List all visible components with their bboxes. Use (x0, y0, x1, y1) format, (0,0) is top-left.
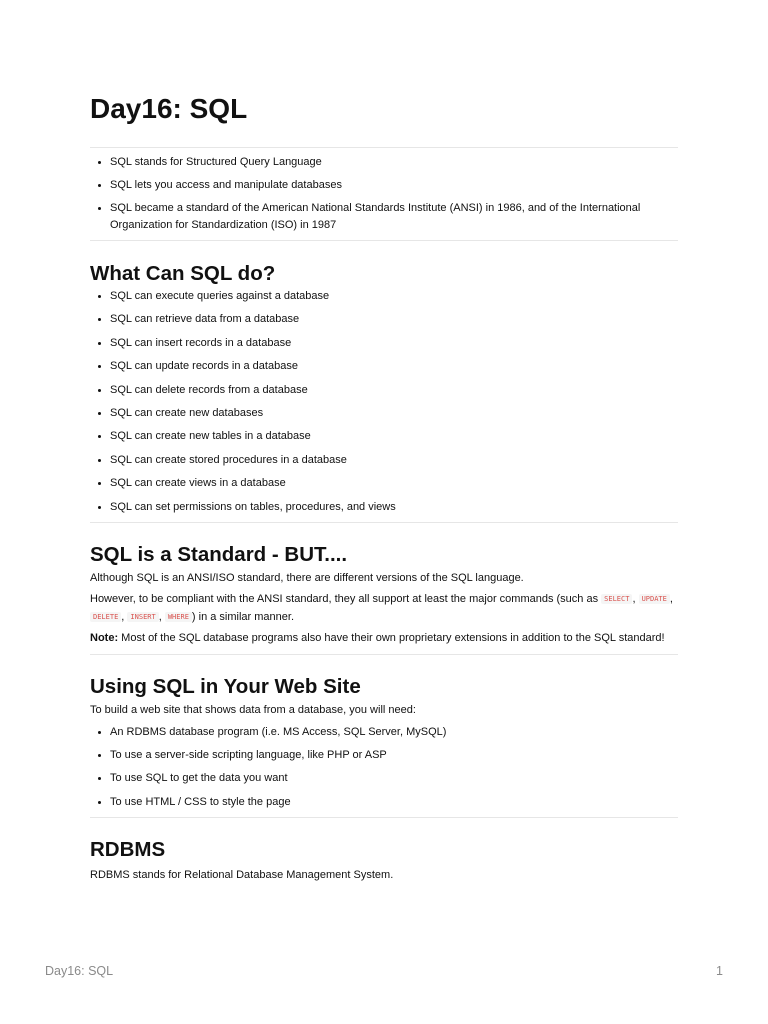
website-section (90, 655, 678, 818)
rdbms-section (90, 818, 678, 884)
list-item: • SQL can set permissions on tables, procedures, and views (110, 499, 678, 516)
note-paragraph (90, 629, 678, 647)
page-title: Day16: SQL (90, 92, 678, 148)
list-item: • SQL can create new databases (110, 405, 678, 422)
list-item: • SQL stands for Structured Query Language (110, 154, 678, 171)
list-item: • SQL can create views in a database (110, 475, 678, 492)
list-item: • An RDBMS database program (i.e. MS Access, SQL Server, MySQL) (110, 724, 678, 741)
list-item: • SQL can execute queries against a database (110, 288, 678, 305)
website-list (90, 724, 678, 811)
document-body (90, 92, 678, 884)
list-item: • To use SQL to get the data you want (110, 770, 678, 787)
section-heading: Using SQL in Your Web Site (90, 674, 361, 698)
note-label: Note: (90, 631, 119, 644)
code-where: WHERE (165, 612, 192, 622)
footer-title: Day16: SQL (45, 964, 114, 978)
standard-section (90, 523, 678, 655)
separator: , (669, 592, 673, 605)
paragraph-text: However, to be compliant with the ANSI standard, they all support at least the major commands (such as (90, 592, 599, 605)
page-number: 1 (716, 964, 723, 978)
code-update: UPDATE (639, 594, 670, 604)
code-select: SELECT (601, 594, 632, 604)
paragraph: To build a web site that shows data from a database, you will need: (90, 703, 416, 716)
list-item: • To use a server-side scripting language, like PHP or ASP (110, 747, 678, 764)
separator: , (158, 610, 162, 623)
section-heading: SQL is a Standard - BUT.... (90, 542, 348, 566)
separator: , (632, 592, 636, 605)
list-item: • SQL can retrieve data from a database (110, 311, 678, 328)
code-insert: INSERT (127, 612, 158, 622)
can-do-list (90, 288, 678, 516)
list-item: • SQL can create stored procedures in a database (110, 452, 678, 469)
paragraph: RDBMS stands for Relational Database Management System. (90, 868, 394, 881)
note-text: Most of the SQL database programs also have their own proprietary extensions in addition to the SQL standard! (121, 631, 665, 644)
paragraph: Although SQL is an ANSI/ISO standard, there are different versions of the SQL language. (90, 571, 524, 584)
intro-list (90, 154, 678, 234)
list-item: • To use HTML / CSS to style the page (110, 794, 678, 811)
paragraph (90, 590, 678, 626)
list-item: • SQL lets you access and manipulate databases (110, 177, 678, 194)
section-heading: RDBMS (90, 837, 166, 861)
section-heading: What Can SQL do? (90, 262, 276, 285)
intro-section (90, 148, 678, 241)
list-item: • SQL can create new tables in a database (110, 428, 678, 445)
list-item: • SQL can insert records in a database (110, 335, 678, 352)
code-delete: DELETE (90, 612, 121, 622)
list-item: • SQL can delete records from a database (110, 382, 678, 399)
list-item: • SQL became a standard of the American National Standards Institute (ANSI) in 1986, and of the International Organization for Standardization (ISO) in 1987 (110, 200, 678, 234)
separator: , (121, 610, 125, 623)
paragraph-text: ) in a similar manner. (191, 610, 295, 623)
can-do-section (90, 241, 678, 523)
list-item: • SQL can update records in a database (110, 358, 678, 375)
